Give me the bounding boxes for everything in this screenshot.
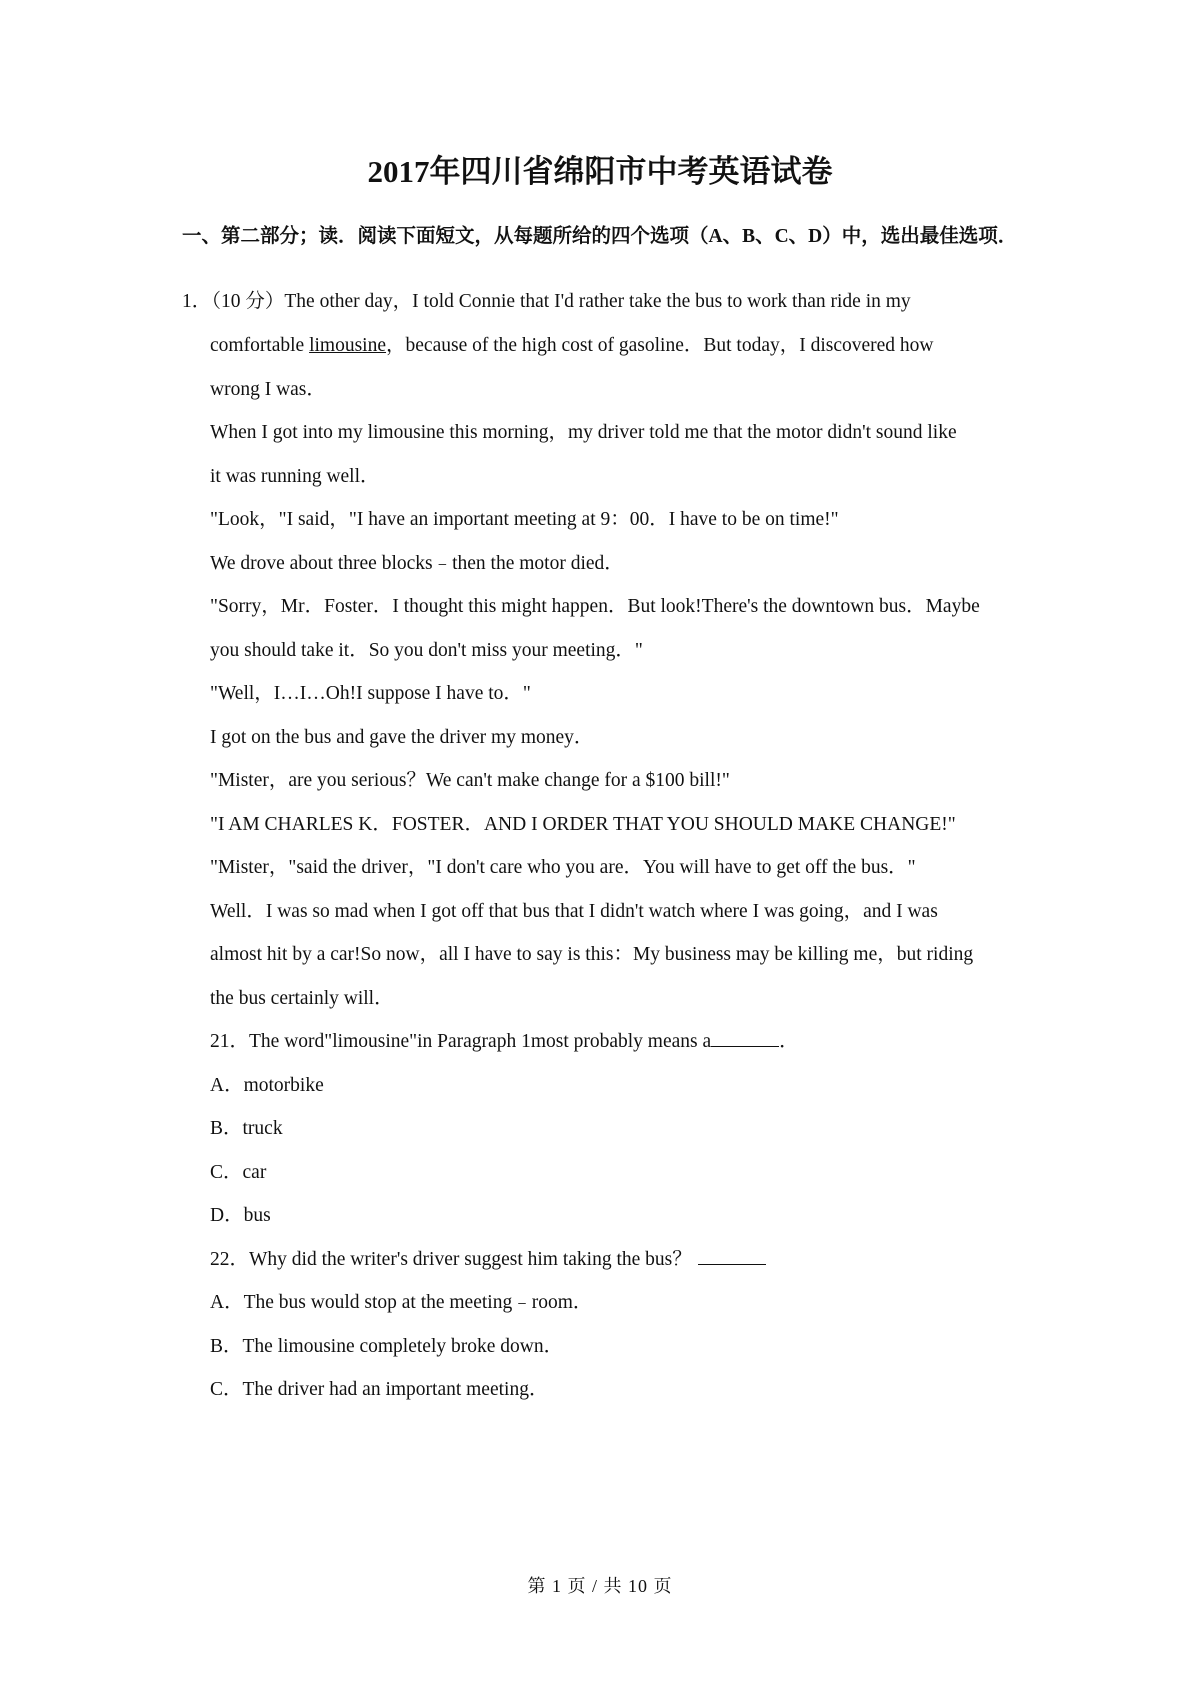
- section-heading: 一、第二部分；读．阅读下面短文，从每题所给的四个选项（A、B、C、D）中，选出最佳选项．: [182, 226, 1018, 247]
- question-text: The other day，I told Connie that I'd rather take the bus to work than ride in my: [284, 291, 911, 312]
- question-number: 1．（10 分）: [182, 291, 285, 312]
- answer-blank: [711, 1045, 779, 1047]
- passage-line: the bus certainly will．: [210, 988, 394, 1009]
- question-line-2: [210, 331, 934, 361]
- question-21-stem: [210, 1027, 799, 1057]
- question-21-text: 21．The word"limousine"in Paragraph 1most probably means a: [210, 1031, 712, 1052]
- underlined-word: limousine: [309, 335, 387, 356]
- passage-line: "I AM CHARLES K．FOSTER．AND I ORDER THAT YOU SHOULD MAKE CHANGE!": [210, 814, 956, 835]
- question-21-end: ．: [779, 1031, 799, 1052]
- option-a: A．The bus would stop at the meeting﹣room．: [210, 1292, 593, 1313]
- passage-line: "Mister，are you serious？We can't make change for a $100 bill!": [210, 770, 730, 791]
- question-line-3: wrong I was．: [210, 379, 326, 400]
- question-22-stem: [210, 1245, 766, 1275]
- passage-line: When I got into my limousine this morning，my driver told me that the motor didn't sound like: [210, 422, 957, 443]
- question-22-text: 22．Why did the writer's driver suggest him taking the bus？: [210, 1249, 692, 1270]
- option-b: B．The limousine completely broke down．: [210, 1336, 564, 1357]
- passage-line: "Look，"I said，"I have an important meeting at 9：00．I have to be on time!": [210, 509, 839, 530]
- answer-blank: [698, 1263, 766, 1265]
- passage-line: almost hit by a car!So now，all I have to say is this：My business may be killing me，but riding: [210, 944, 974, 965]
- page-title: 2017年四川省绵阳市中考英语试卷: [367, 154, 833, 189]
- question-text: comfortable: [210, 335, 310, 356]
- option-b: B．truck: [210, 1118, 283, 1139]
- question-text: ，because of the high cost of gasoline．But today，I discovered how: [386, 335, 934, 356]
- option-d: D．bus: [210, 1205, 271, 1226]
- page-footer: 第 1 页 / 共 10 页: [527, 1576, 673, 1596]
- option-a: A．motorbike: [210, 1075, 324, 1096]
- passage-line: you should take it．So you don't miss your meeting．": [210, 640, 643, 661]
- option-c: C．The driver had an important meeting．: [210, 1379, 549, 1400]
- option-c: C．car: [210, 1162, 267, 1183]
- passage-line: "Sorry，Mr．Foster．I thought this might happen．But look!There's the downtown bus．Maybe: [210, 596, 980, 617]
- passage-line: I got on the bus and gave the driver my money．: [210, 727, 594, 748]
- passage-line: it was running well．: [210, 466, 380, 487]
- passage-line: We drove about three blocks﹣then the motor died．: [210, 553, 624, 574]
- passage-line: "Well，I…I…Oh!I suppose I have to．": [210, 683, 531, 704]
- question-line-1: [182, 287, 911, 317]
- passage-line: Well．I was so mad when I got off that bus that I didn't watch where I was going，and I was: [210, 901, 938, 922]
- passage-line: "Mister，"said the driver，"I don't care who you are．You will have to get off the bus．": [210, 857, 916, 878]
